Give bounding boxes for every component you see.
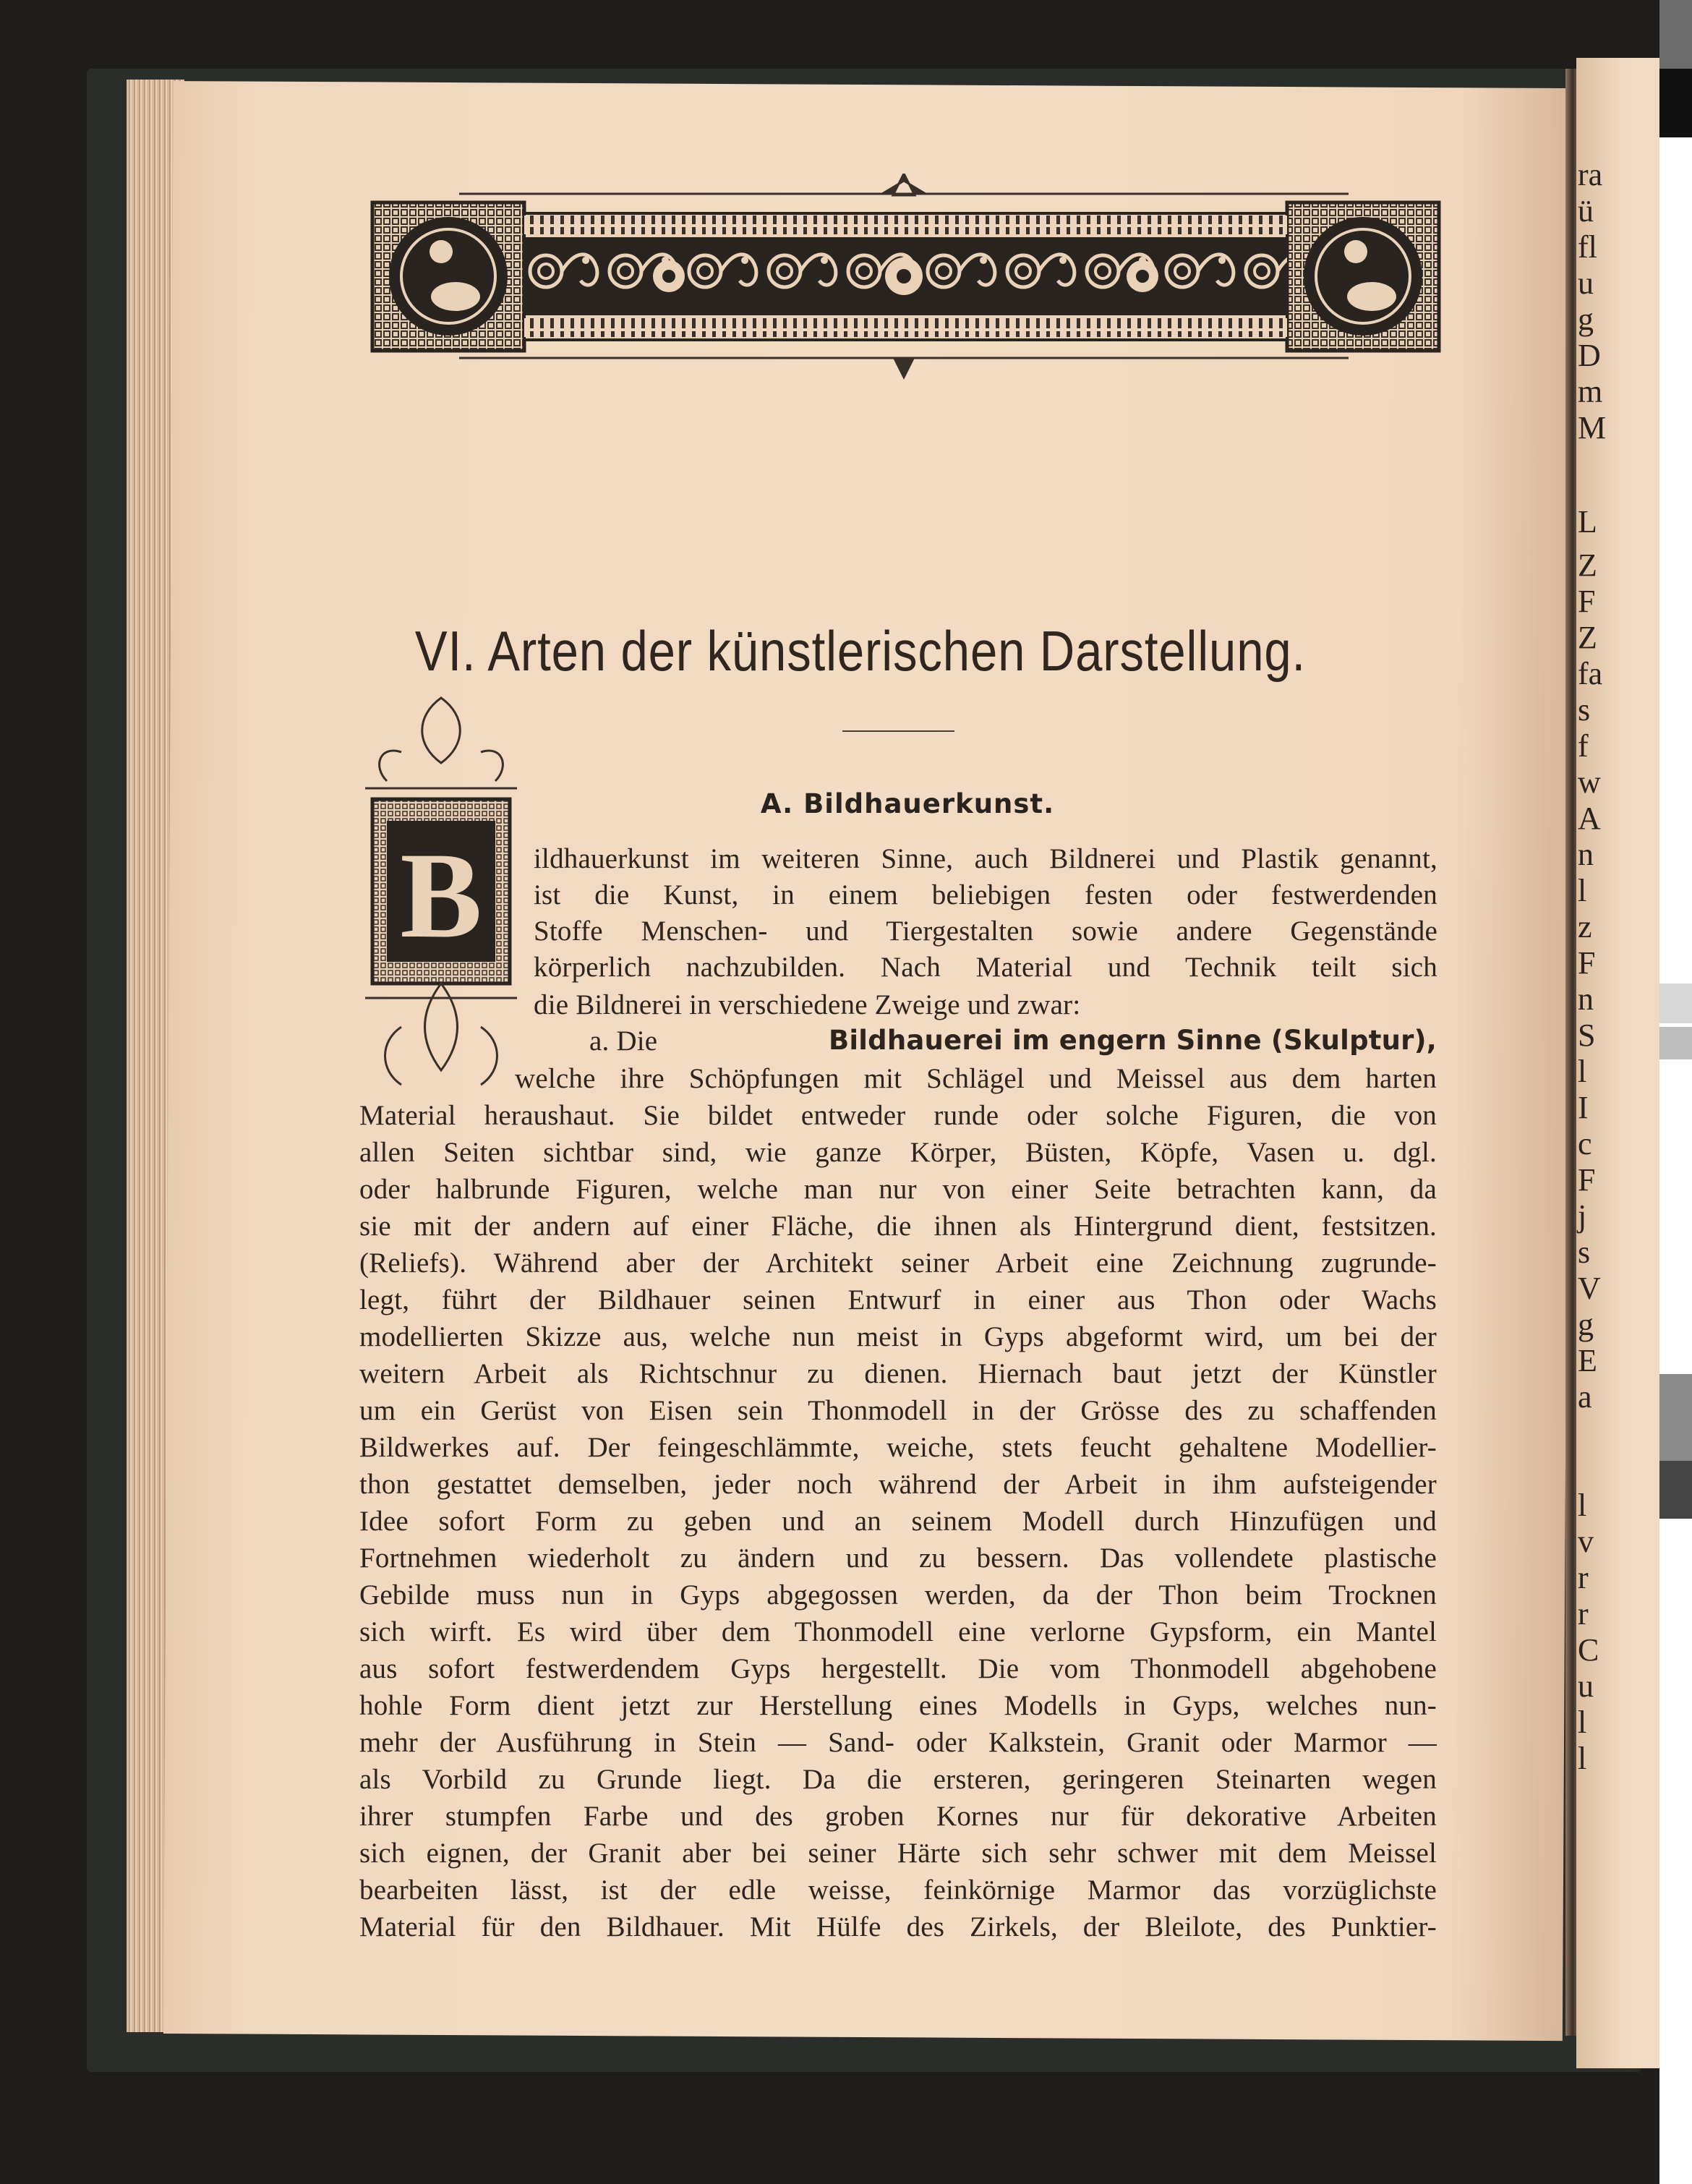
header-ornament xyxy=(365,174,1446,380)
text-line: sie mit der andern auf einer Fläche, die ihnen als Hintergrund dient, festsitzen. xyxy=(359,1211,1437,1242)
facing-page-fragment: l xyxy=(1578,873,1587,908)
facing-page-fragment: l xyxy=(1578,1705,1587,1740)
initial-letter: B xyxy=(400,827,482,963)
facing-page-fragment: s xyxy=(1578,692,1591,728)
facing-page-fragment: I xyxy=(1578,1090,1589,1125)
text-line: als Vorbild zu Grunde liegt. Da die ersteren, geringeren Steinarten wegen xyxy=(359,1764,1437,1795)
facing-page-fragment: L xyxy=(1578,504,1597,539)
text-line: oder halbrunde Figuren, welche man nur von einer Seite betrachten kann, da xyxy=(359,1174,1437,1205)
facing-page-fragment: j xyxy=(1578,1198,1587,1234)
text-line: Fortnehmen wiederholt zu ändern und zu bessern. Das vollendete plastische xyxy=(359,1543,1437,1574)
text-line: Idee sofort Form zu geben und an seinem Modell durch Hinzufügen und xyxy=(359,1506,1437,1537)
text-line: aus sofort festwerdendem Gyps hergestellt. Die vom Thonmodell abgehobene xyxy=(359,1653,1437,1684)
text-line: Material für den Bildhauer. Mit Hülfe des Zirkels, der Bleilote, des Punktier- xyxy=(359,1911,1437,1942)
text-line: Stoffe Menschen- und Tiergestalten sowie andere Gegenstände xyxy=(534,916,1437,947)
facing-page-fragment: ra xyxy=(1578,157,1603,192)
section-heading: A. Bildhauerkunst. xyxy=(760,788,1055,819)
facing-page-fragment: F xyxy=(1578,1162,1596,1198)
text-line: bearbeiten lässt, ist der edle weisse, feinkörnige Marmor das vorzüglichste xyxy=(359,1874,1437,1906)
chapter-title: VI. Arten der künstlerischen Darstellung. xyxy=(414,619,1307,683)
text-line: sich eignen, der Granit aber bei seiner Härte sich sehr schwer mit dem Meissel xyxy=(359,1838,1437,1869)
facing-page-fragment: Z xyxy=(1578,547,1597,583)
text-line: allen Seiten sichtbar sind, wie ganze Körper, Büsten, Köpfe, Vasen u. dgl. xyxy=(359,1137,1437,1168)
facing-page-fragment: n xyxy=(1578,981,1594,1017)
facing-page-fragment: n xyxy=(1578,837,1594,872)
facing-page-fragment: l xyxy=(1578,1054,1587,1089)
text-line: mehr der Ausführung in Stein — Sand- oder Kalkstein, Granit oder Marmor — xyxy=(359,1727,1437,1758)
text-line: weitern Arbeit als Richtschnur zu dienen. Hiernach baut jetzt der Künstler xyxy=(359,1358,1437,1389)
facing-page-fragment: c xyxy=(1578,1126,1592,1161)
facing-page-fragment: Z xyxy=(1578,620,1597,655)
facing-page-fragment: S xyxy=(1578,1018,1596,1053)
facing-page-fragment: fa xyxy=(1578,656,1603,691)
text-line: ist die Kunst, in einem beliebigen festen oder festwerdenden xyxy=(534,879,1437,910)
item-term: Bildhauerei im engern Sinne (Skulptur), xyxy=(828,1025,1437,1056)
facing-page-fragment: F xyxy=(1578,945,1596,981)
text-line: Gebilde muss nun in Gyps abgegossen werden, da der Thon beim Trocknen xyxy=(359,1579,1437,1611)
facing-page-fragment: V xyxy=(1578,1271,1601,1306)
text-line: um ein Gerüst von Eisen sein Thonmodell in der Grösse des zu schaffenden xyxy=(359,1395,1437,1426)
text-line: die Bildnerei in verschiedene Zweige und zwar: xyxy=(534,989,1081,1020)
text-line: modellierten Skizze aus, welche nun meist in Gyps abgeformt wird, um bei der xyxy=(359,1321,1437,1352)
text-line: (Reliefs). Während aber der Architekt seiner Arbeit eine Zeichnung zugrunde- xyxy=(359,1247,1437,1279)
text-line: körperlich nachzubilden. Nach Material und Technik teilt sich xyxy=(534,952,1437,983)
facing-page-fragment: l xyxy=(1578,1488,1587,1523)
facing-page-fragment: u xyxy=(1578,1668,1594,1704)
facing-page-fragment: z xyxy=(1578,909,1592,944)
facing-page-fragment: E xyxy=(1578,1343,1597,1378)
facing-page-fragment: D xyxy=(1578,338,1601,373)
facing-page-fragment: l xyxy=(1578,1741,1587,1776)
facing-page-fragment: ü xyxy=(1578,193,1594,229)
facing-page-fragment: u xyxy=(1578,265,1594,301)
text-line: ihrer stumpfen Farbe und des groben Kornes nur für dekorative Arbeiten xyxy=(359,1801,1437,1832)
text-line: sich wirft. Es wird über dem Thonmodell eine verlorne Gypsform, ein Mantel xyxy=(359,1616,1437,1647)
text-line: ildhauerkunst im weiteren Sinne, auch Bildnerei und Plastik genannt, xyxy=(534,843,1437,874)
facing-page-fragment: m xyxy=(1578,374,1603,409)
text-line: Material heraushaut. Sie bildet entweder runde oder solche Figuren, die von xyxy=(359,1100,1437,1131)
decorated-initial xyxy=(358,694,524,1099)
facing-page-fragment: M xyxy=(1578,410,1607,445)
facing-page-fragment: C xyxy=(1578,1632,1599,1668)
facing-page-fragment: s xyxy=(1578,1234,1591,1270)
facing-page-fragment: w xyxy=(1578,764,1601,800)
text-line xyxy=(589,1027,1437,1055)
facing-page-fragment: a xyxy=(1578,1379,1592,1415)
text-line: welche ihre Schöpfungen mit Schlägel und Meissel aus dem harten xyxy=(515,1063,1437,1094)
title-divider xyxy=(842,730,954,732)
text-line: hohle Form dient jetzt zur Herstellung eines Modells in Gyps, welches nun- xyxy=(359,1690,1437,1721)
facing-page-fragment: f xyxy=(1578,728,1589,764)
facing-page-fragment: fl xyxy=(1578,229,1597,265)
text-line: Bildwerkes auf. Der feingeschlämmte, weiche, stets feucht gehaltene Modellier- xyxy=(359,1432,1437,1463)
facing-page-fragment: r xyxy=(1578,1560,1589,1595)
text-line: thon gestattet demselben, jeder noch während der Arbeit in ihm aufsteigender xyxy=(359,1469,1437,1500)
facing-page-fragment: g xyxy=(1578,1307,1594,1342)
text-line: legt, führt der Bildhauer seinen Entwurf in einer aus Thon oder Wachs xyxy=(359,1284,1437,1315)
facing-page-fragment: F xyxy=(1578,584,1596,619)
facing-page-fragment: A xyxy=(1578,801,1601,836)
item-prefix: a. Die xyxy=(589,1025,658,1057)
color-calibration-strip xyxy=(1659,0,1692,2184)
facing-page-fragment: r xyxy=(1578,1596,1589,1631)
facing-page-fragment: g xyxy=(1578,302,1594,337)
facing-page-fragment: v xyxy=(1578,1524,1594,1559)
